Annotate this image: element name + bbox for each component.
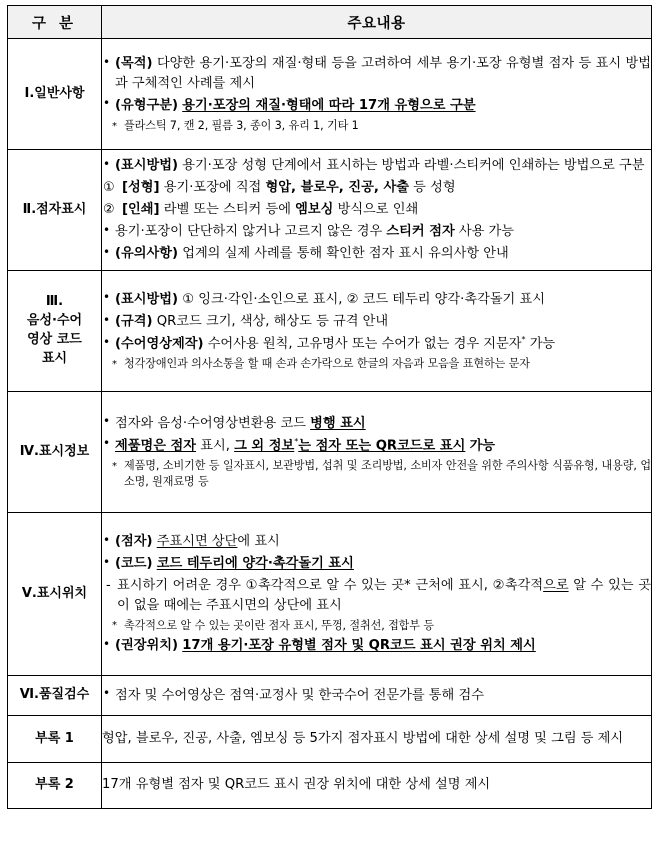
row-content-plain: 17개 유형별 점자 및 QR코드 표시 권장 위치에 대한 상세 설명 제시 [102,763,652,809]
row-label-line: Ⅰ.일반사항 [24,85,85,101]
text-segment: 가능 [525,336,556,352]
row-label-line: Ⅲ. [45,294,64,310]
text-segment: * [521,335,526,345]
text-segment: (규격) [115,314,153,329]
row-label-line: 부록 1 [35,730,74,746]
text-segment: 그 외 정보 [234,438,295,454]
text-segment: 플라스틱 7, 캔 2, 필름 3, 종이 3, 유리 1, 기타 1 [124,119,359,132]
numbered-item [102,200,651,220]
row-label-line: Ⅱ.점자표시 [22,201,87,217]
table-header-row [8,6,652,39]
bullet-item [102,436,651,456]
text-segment: 촉각적으로 알 수 있는 곳이란 점자 표시, 뚜껑, 절취선, 접합부 등 [124,618,434,632]
bullet-item [102,334,651,354]
text-segment: (점자) [115,534,153,550]
bullet-item [102,222,651,242]
text-segment: 등 성형 [408,180,456,196]
text-segment: 라벨 또는 스티커 등에 [159,202,296,218]
text-segment: (목적) [115,56,153,72]
row-content-cell [102,271,652,392]
text-segment: 업계의 실제 사례를 통해 확인한 점자 표시 유의사항 안내 [178,246,509,262]
header-cell-category [8,6,102,39]
table-body [8,39,652,809]
bullet-item [102,532,651,552]
row-label-cell [8,271,102,392]
text-segment: 주표시면 상단 [156,534,238,550]
row-content-cell [102,513,652,676]
header-content-label: 주요내용 [347,15,406,32]
table-row [8,271,652,392]
text-segment: (유형구분) [115,97,179,113]
header-category-label: 구 분 [31,15,78,32]
text-segment: 청각장애인과 의사소통을 할 때 손과 손가락으로 한글의 자음과 모음을 표현하는 문자 [124,357,530,371]
table-row [8,716,652,763]
text-segment: 용기·포장에 직접 [159,180,266,196]
text-segment: 코드 테두리에 양각·촉각돌기 표시 [156,556,354,572]
footnote-item [102,618,651,634]
text-segment: 17개 용기·포장 유형별 점자 및 QR코드 표시 권장 위치 제시 [182,638,536,654]
text-segment: 가능 [469,438,496,454]
row-content-cell [102,39,652,150]
bullet-item [102,554,651,574]
numbered-item [102,178,651,198]
row-label-cell [8,676,102,716]
bullet-item [102,54,651,93]
row-label-line: Ⅴ.표시위치 [21,585,88,601]
row-label-cell [8,392,102,513]
text-segment: 다양한 용기·포장의 재질·형태 등을 고려하여 세부 용기·포장 유형별 점자 등 표시 방법과 구체적인 사례를 제시 [115,56,651,91]
text-segment: 용기·포장이 단단하지 않거나 고르지 않은 경우 [115,224,387,240]
row-content-cell [102,150,652,271]
row-content-cell [102,392,652,513]
bullet-item [102,290,651,310]
bullet-item [102,96,651,116]
row-label-line: 영상 코드 [27,332,82,347]
row-label-line: Ⅳ.표시정보 [19,443,90,459]
row-content-cell [102,676,652,716]
row-label-cell [8,716,102,763]
text-segment: 수어사용 원칙, 고유명사 또는 수어가 없는 경우 지문자 [203,336,522,352]
text-segment: 제품명은 점자 [115,438,197,454]
text-segment: 형압, 블로우, 진공, 사출 [265,180,409,196]
sub-bullet-item [102,576,651,615]
text-segment: (유의사항) [115,246,179,262]
footnote-item [102,356,651,372]
row-label-cell [8,513,102,676]
row-label-line: 부록 2 [35,777,74,793]
footnote-item [102,118,651,134]
header-cell-content [102,6,652,39]
table-row [8,392,652,513]
text-segment: 스티커 점자 [386,224,455,240]
table-row [8,39,652,150]
text-segment: 알 수 있는 곳이 없을 때에는 주표시면의 상단에 표시 [117,578,651,613]
row-label-cell [8,763,102,809]
summary-table [7,5,652,809]
bullet-item [102,686,651,706]
text-segment: [인쇄] [122,202,160,218]
row-label-line: 음성·수어 [26,313,83,329]
text-segment: (표시방법) [115,158,179,174]
text-segment: 사용 가능 [454,224,515,240]
bullet-item [102,414,651,434]
text-segment: 는 점자 또는 QR코드로 표시 [298,438,466,454]
text-segment: (표시방법) [115,291,179,307]
text-segment: 병행 표시 [310,415,366,431]
text-segment: (수어영상제작) [115,336,204,352]
row-label-line: 표시 [41,350,68,366]
text-segment: ① 잉크·각인·소인으로 표시, ② 코드 테두리 양각·촉각돌기 표시 [178,291,545,307]
text-segment: 방식으로 인쇄 [333,202,419,218]
bullet-item [102,244,651,264]
footnote-item [102,458,651,490]
row-label-cell [8,39,102,150]
bullet-item [102,156,651,176]
row-label-cell [8,150,102,271]
text-segment: 으로 [543,578,569,594]
text-segment: 용기·포장의 재질·형태에 따라 17개 유형으로 구분 [182,97,476,113]
table-row [8,763,652,809]
row-content-plain: 형압, 블로우, 진공, 사출, 엠보싱 등 5가지 점자표시 방법에 대한 상세 설명 및 그림 등 제시 [102,716,652,763]
text-segment: QR코드 크기, 색상, 해상도 등 규격 안내 [152,314,389,329]
text-segment: 엠보싱 [295,202,334,218]
text-segment: [성형] [122,180,160,196]
bullet-item [102,312,651,332]
text-segment: 표시, [196,438,235,454]
table-row [8,150,652,271]
text-segment: 제품명, 소비기한 등 일자표시, 보관방법, 섭취 및 조리방법, 소비자 안전을 위한 주의사항 식품유형, 내용량, 업소명, 원재료명 등 [124,459,651,489]
text-segment: 점자 및 수어영상은 점역·교정사 및 한국수어 전문가를 통해 검수 [115,687,484,703]
text-segment: (코드) [115,556,153,572]
row-label-line: Ⅵ.품질검수 [19,687,90,703]
text-segment: 표시하기 어려운 경우 ①촉각적으로 알 수 있는 곳* 근처에 표시, ②촉각적 [117,578,544,594]
text-segment: (권장위치) [115,638,179,654]
table-row [8,513,652,676]
document-body [7,5,651,809]
text-segment: 점자와 음성·수어영상변환용 코드 [115,415,311,431]
text-segment: 에 표시 [237,534,280,550]
table-row [8,676,652,716]
text-segment: * [294,436,299,446]
text-segment: 용기·포장 성형 단계에서 표시하는 방법과 라벨·스티커에 인쇄하는 방법으로 구분 [178,158,645,174]
bullet-item [102,636,651,656]
